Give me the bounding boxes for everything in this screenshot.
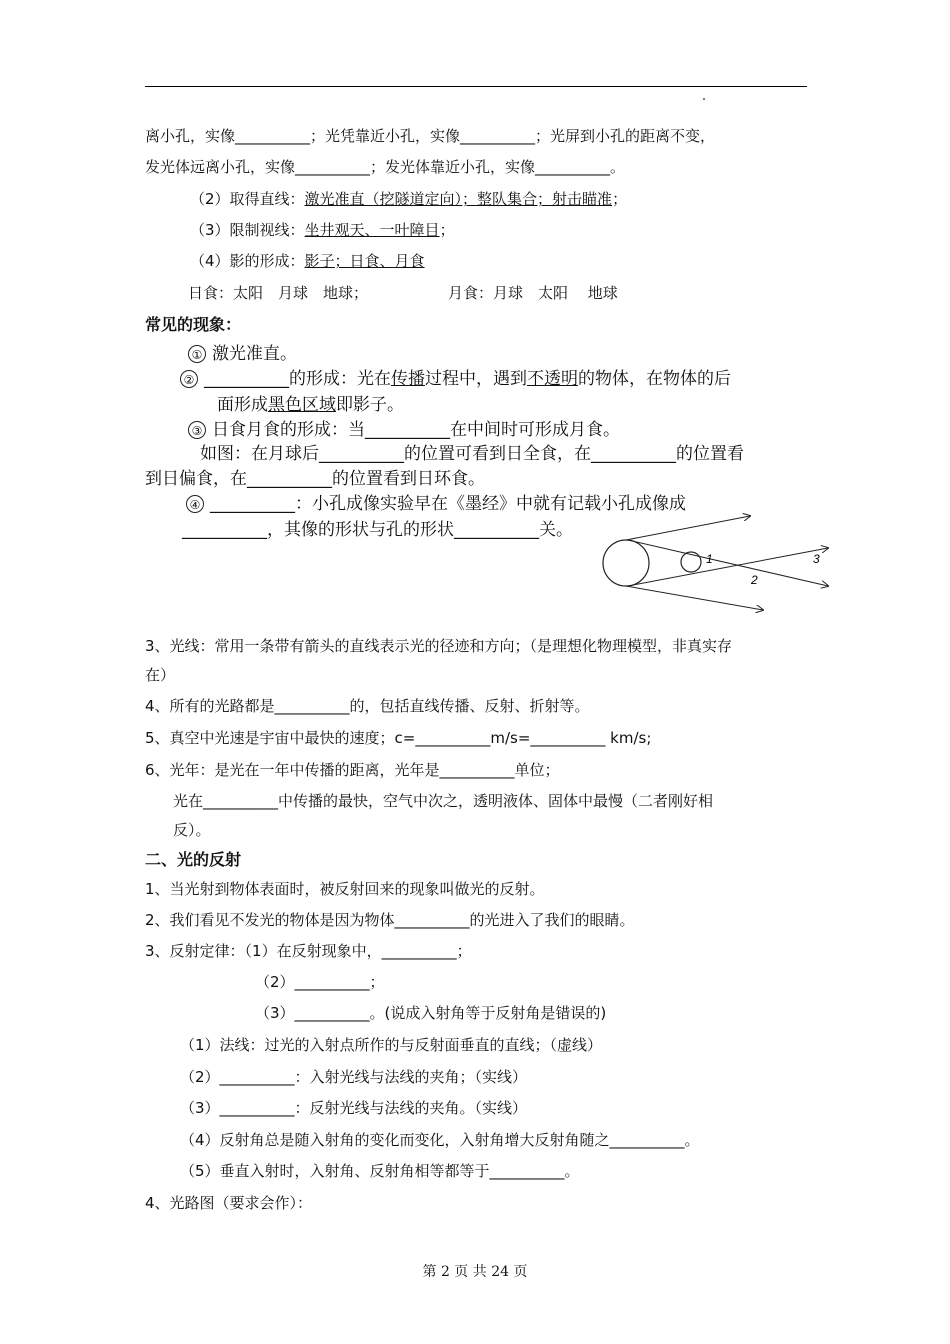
section-heading: 二、光的反射	[145, 850, 242, 869]
circled-number: ③	[188, 421, 206, 439]
text-line: 5、真空中光速是宇宙中最快的速度；c=__________m/s=__________ km/s;	[145, 729, 652, 747]
ray-line	[628, 540, 828, 586]
header-rule	[145, 86, 807, 87]
item-text: 激光准直。	[212, 344, 297, 364]
line-prefix: （3）限制视线：	[190, 221, 305, 239]
circled-number: ④	[186, 495, 204, 513]
text-line	[190, 189, 627, 209]
item-text: __________的形成：光在	[204, 369, 391, 389]
underlined-text: 影子；日食、月食	[304, 252, 425, 270]
region-label: 1	[706, 552, 713, 566]
underlined-text: 坐井观天、一叶障目	[304, 221, 440, 239]
text-line: 3、反射定律：（1）在反射现象中，__________；	[145, 942, 472, 960]
ray-line	[628, 548, 828, 586]
underlined-text: 传播	[391, 369, 425, 389]
text-line: （5）垂直入射时，入射角、反射角相等都等于__________。	[180, 1162, 580, 1180]
circled-number: ①	[188, 345, 206, 363]
text-line	[190, 251, 425, 271]
list-item	[180, 367, 731, 391]
list-item	[188, 342, 297, 366]
line-suffix: ；	[439, 221, 455, 239]
text-line: 4、光路图（要求会作）：	[145, 1194, 313, 1212]
text-line: 离小孔，实像__________；光凭靠近小孔，实像__________；光屏到小孔的距离不变，	[145, 127, 716, 145]
list-item-cont: 到日偏食，在__________的位置看到日环食。	[145, 469, 485, 489]
item-text: 过程中，遇到	[425, 369, 527, 389]
text-line: 在）	[145, 666, 176, 684]
text-line: 4、所有的光路都是__________的，包括直线传播、反射、折射等。	[145, 697, 590, 715]
solar-eclipse-order: 日食：太阳 月球 地球；	[188, 284, 369, 302]
text-line: 发光体远离小孔，实像__________；发光体靠近小孔，实像__________。	[145, 158, 626, 176]
text-line: （1）法线：过光的入射点所作的与反射面垂直的直线；（虚线）	[180, 1036, 603, 1054]
eclipse-diagram	[598, 508, 838, 618]
text-line	[190, 220, 455, 240]
line-prefix: （4）影的形成：	[190, 252, 305, 270]
text-line: 6、光年：是光在一年中传播的距离，光年是__________单位；	[145, 761, 560, 779]
list-item-cont: 如图：在月球后__________的位置可看到日全食，在__________的位置看	[200, 444, 744, 464]
text-line: 反）。	[173, 821, 211, 839]
list-item-cont	[217, 393, 404, 417]
sun-circle	[603, 540, 649, 586]
lunar-eclipse-order: 月食：月球 太阳 地球	[448, 284, 618, 302]
underlined-text: 激光准直（挖隧道定向）；整队集合；射击瞄准	[304, 190, 613, 208]
text-line: （3）__________。(说成入射角等于反射角是错误的)	[255, 1004, 607, 1022]
line-suffix: ；	[612, 190, 628, 208]
ray-line	[626, 586, 763, 610]
underlined-text: 不透明	[527, 369, 578, 389]
region-label: 2	[751, 573, 758, 587]
text-line: （4）反射角总是随入射角的变化而变化，入射角增大反射角随之__________。	[180, 1131, 700, 1149]
page-number: 第 2 页 共 24 页	[422, 1264, 528, 1280]
line-prefix: （2）取得直线：	[190, 190, 305, 208]
list-item	[188, 418, 620, 442]
item-text: __________：小孔成像实验早在《墨经》中就有记载小孔成像成	[210, 494, 686, 514]
text-line: 1、当光射到物体表面时，被反射回来的现象叫做光的反射。	[145, 880, 545, 898]
header-dot	[703, 98, 705, 100]
circled-number: ②	[180, 370, 198, 388]
list-item-cont: __________，其像的形状与孔的形状__________关。	[182, 520, 573, 540]
text-line: 3、光线：常用一条带有箭头的直线表示光的径迹和方向；（是理想化物理模型，非真实存	[145, 637, 733, 655]
item-text: 面形成	[217, 395, 268, 415]
ray-line	[626, 516, 750, 540]
text-line: （3）__________：反射光线与法线的夹角。（实线）	[180, 1099, 528, 1117]
text-line: 光在__________中传播的最快，空气中次之，透明液体、固体中最慢（二者刚好相	[173, 792, 714, 810]
text-line: 2、我们看见不发光的物体是因为物体__________的光进入了我们的眼睛。	[145, 911, 635, 929]
item-text: 日食月食的形成：当__________在中间时可形成月食。	[212, 420, 620, 440]
text-line: （2）__________；	[255, 973, 385, 991]
section-heading: 常见的现象：	[145, 315, 242, 334]
region-label: 3	[813, 552, 820, 566]
item-text: 的物体，在物体的后	[578, 369, 731, 389]
item-text: 即影子。	[336, 395, 404, 415]
underlined-text: 黑色区域	[268, 395, 336, 415]
text-line: （2）__________：入射光线与法线的夹角；（实线）	[180, 1068, 528, 1086]
